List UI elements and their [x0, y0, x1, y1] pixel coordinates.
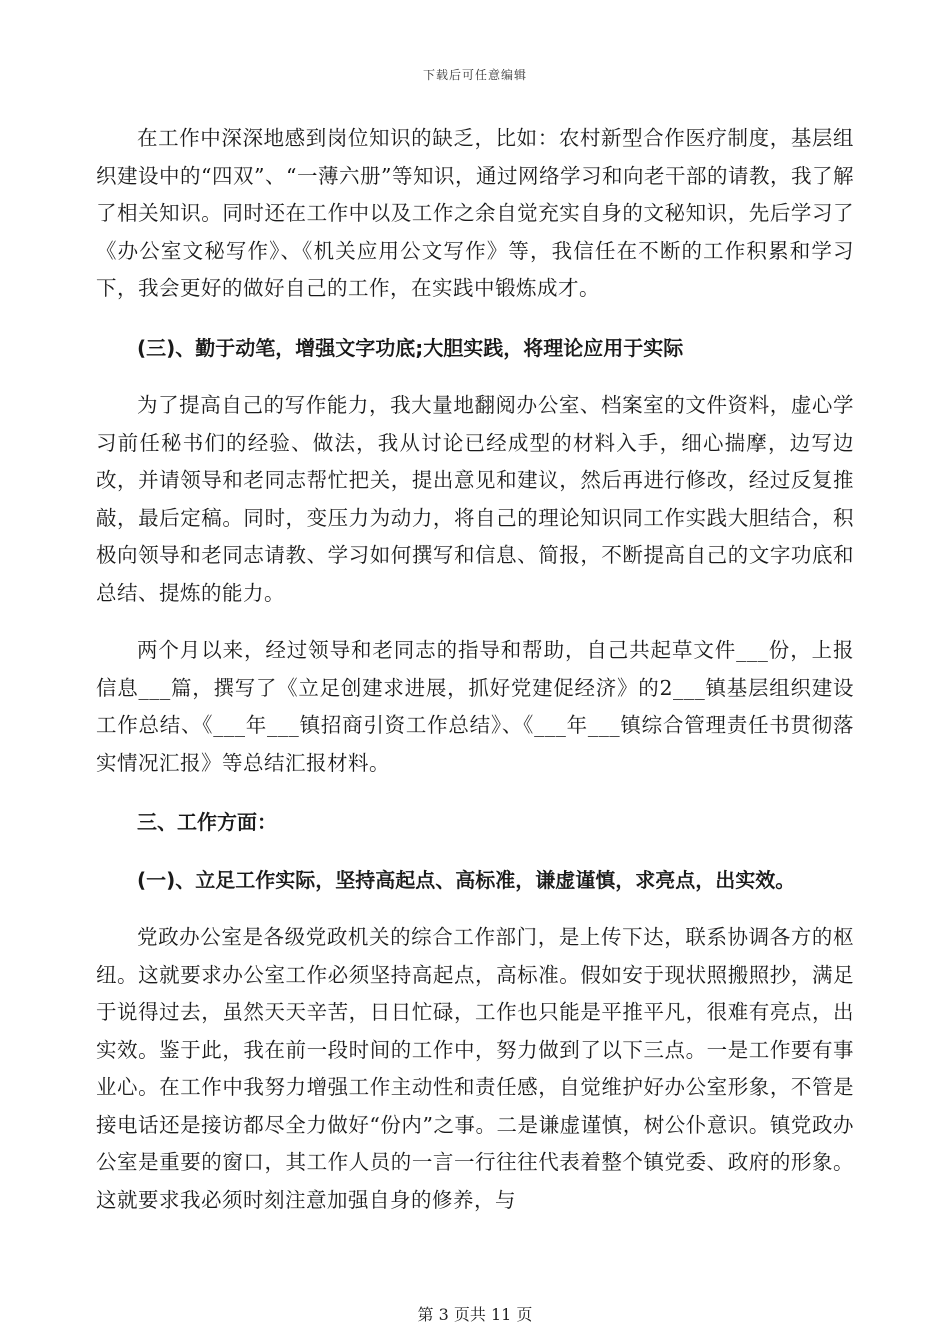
page-number: 第 3 页共 11 页 [417, 1305, 533, 1324]
paragraph-job-knowledge: 在工作中深深地感到岗位知识的缺乏，比如：农村新型合作医疗制度，基层组织建设中的“四双”、“一薄六册”等知识，通过网络学习和向老干部的请教，我了解了相关知识。同时还在工作中以及工作之余自觉充实自身的文秘知识，先后学习了《办公室文秘写作》、《机关应用公文写作》等，我信任在不断的工作积累和学习下，我会更好的做好自己的工作，在实践中锻炼成才。 [96, 126, 854, 300]
paragraph-party-office: 党政办公室是各级党政机关的综合工作部门，是上传下达，联系协调各方的枢纽。这就要求办公室工作必须坚持高起点，高标准。假如安于现状照搬照抄，满足于说得过去，虽然天天辛苦，日日忙碌，工作也只能是平推平凡，很难有亮点，出实效。鉴于此，我在前一段时间的工作中，努力做到了以下三点。一是工作要有事业心。在工作中我努力增强工作主动性和责任感，自觉维护好办公室形象，不管是接电话还是接访都尽全力做好“份内”之事。二是谦虚谨慎，树公仆意识。镇党政办公室是重要的窗口，其工作人员的一言一行往往代表着整个镇党委、政府的形象。这就要求我必须时刻注意加强自身的修养，与 [96, 925, 854, 1212]
section-heading-writing: (三)、勤于动笔，增强文字功底;大胆实践，将理论应用于实际 [137, 335, 684, 360]
paragraph-writing-ability: 为了提高自己的写作能力，我大量地翻阅办公室、档案室的文件资料，虚心学习前任秘书们的经验、做法，我从讨论已经成型的材料入手，细心揣摩，边写边改，并请领导和老同志帮忙把关，提出意见和建议，然后再进行修改，经过反复推敲，最后定稿。同时，变压力为动力，将自己的理论知识同工作实践大胆结合，积极向领导和老同志请教、学习如何撰写和信息、简报，不断提高自己的文字功底和总结、提炼的能力。 [96, 393, 854, 605]
paragraph-two-months-summary: 两个月以来，经过领导和老同志的指导和帮助，自己共起草文件___份，上报信息___篇，撰写了《立足创建求进展，抓好党建促经济》的2___镇基层组织建设工作总结、《___年___镇招商引资工作总结》、《___年___镇综合管理责任书贯彻落实情况汇报》等总结汇报材料。 [96, 638, 854, 775]
page-header: 下载后可任意编辑 [422, 68, 527, 82]
section-heading-work: 三、工作方面： [137, 810, 277, 834]
subsection-heading-standards: (一)、立足工作实际，坚持高起点、高标准，谦虚谨慎，求亮点，出实效。 [137, 867, 796, 892]
document-body [96, 120, 854, 1219]
